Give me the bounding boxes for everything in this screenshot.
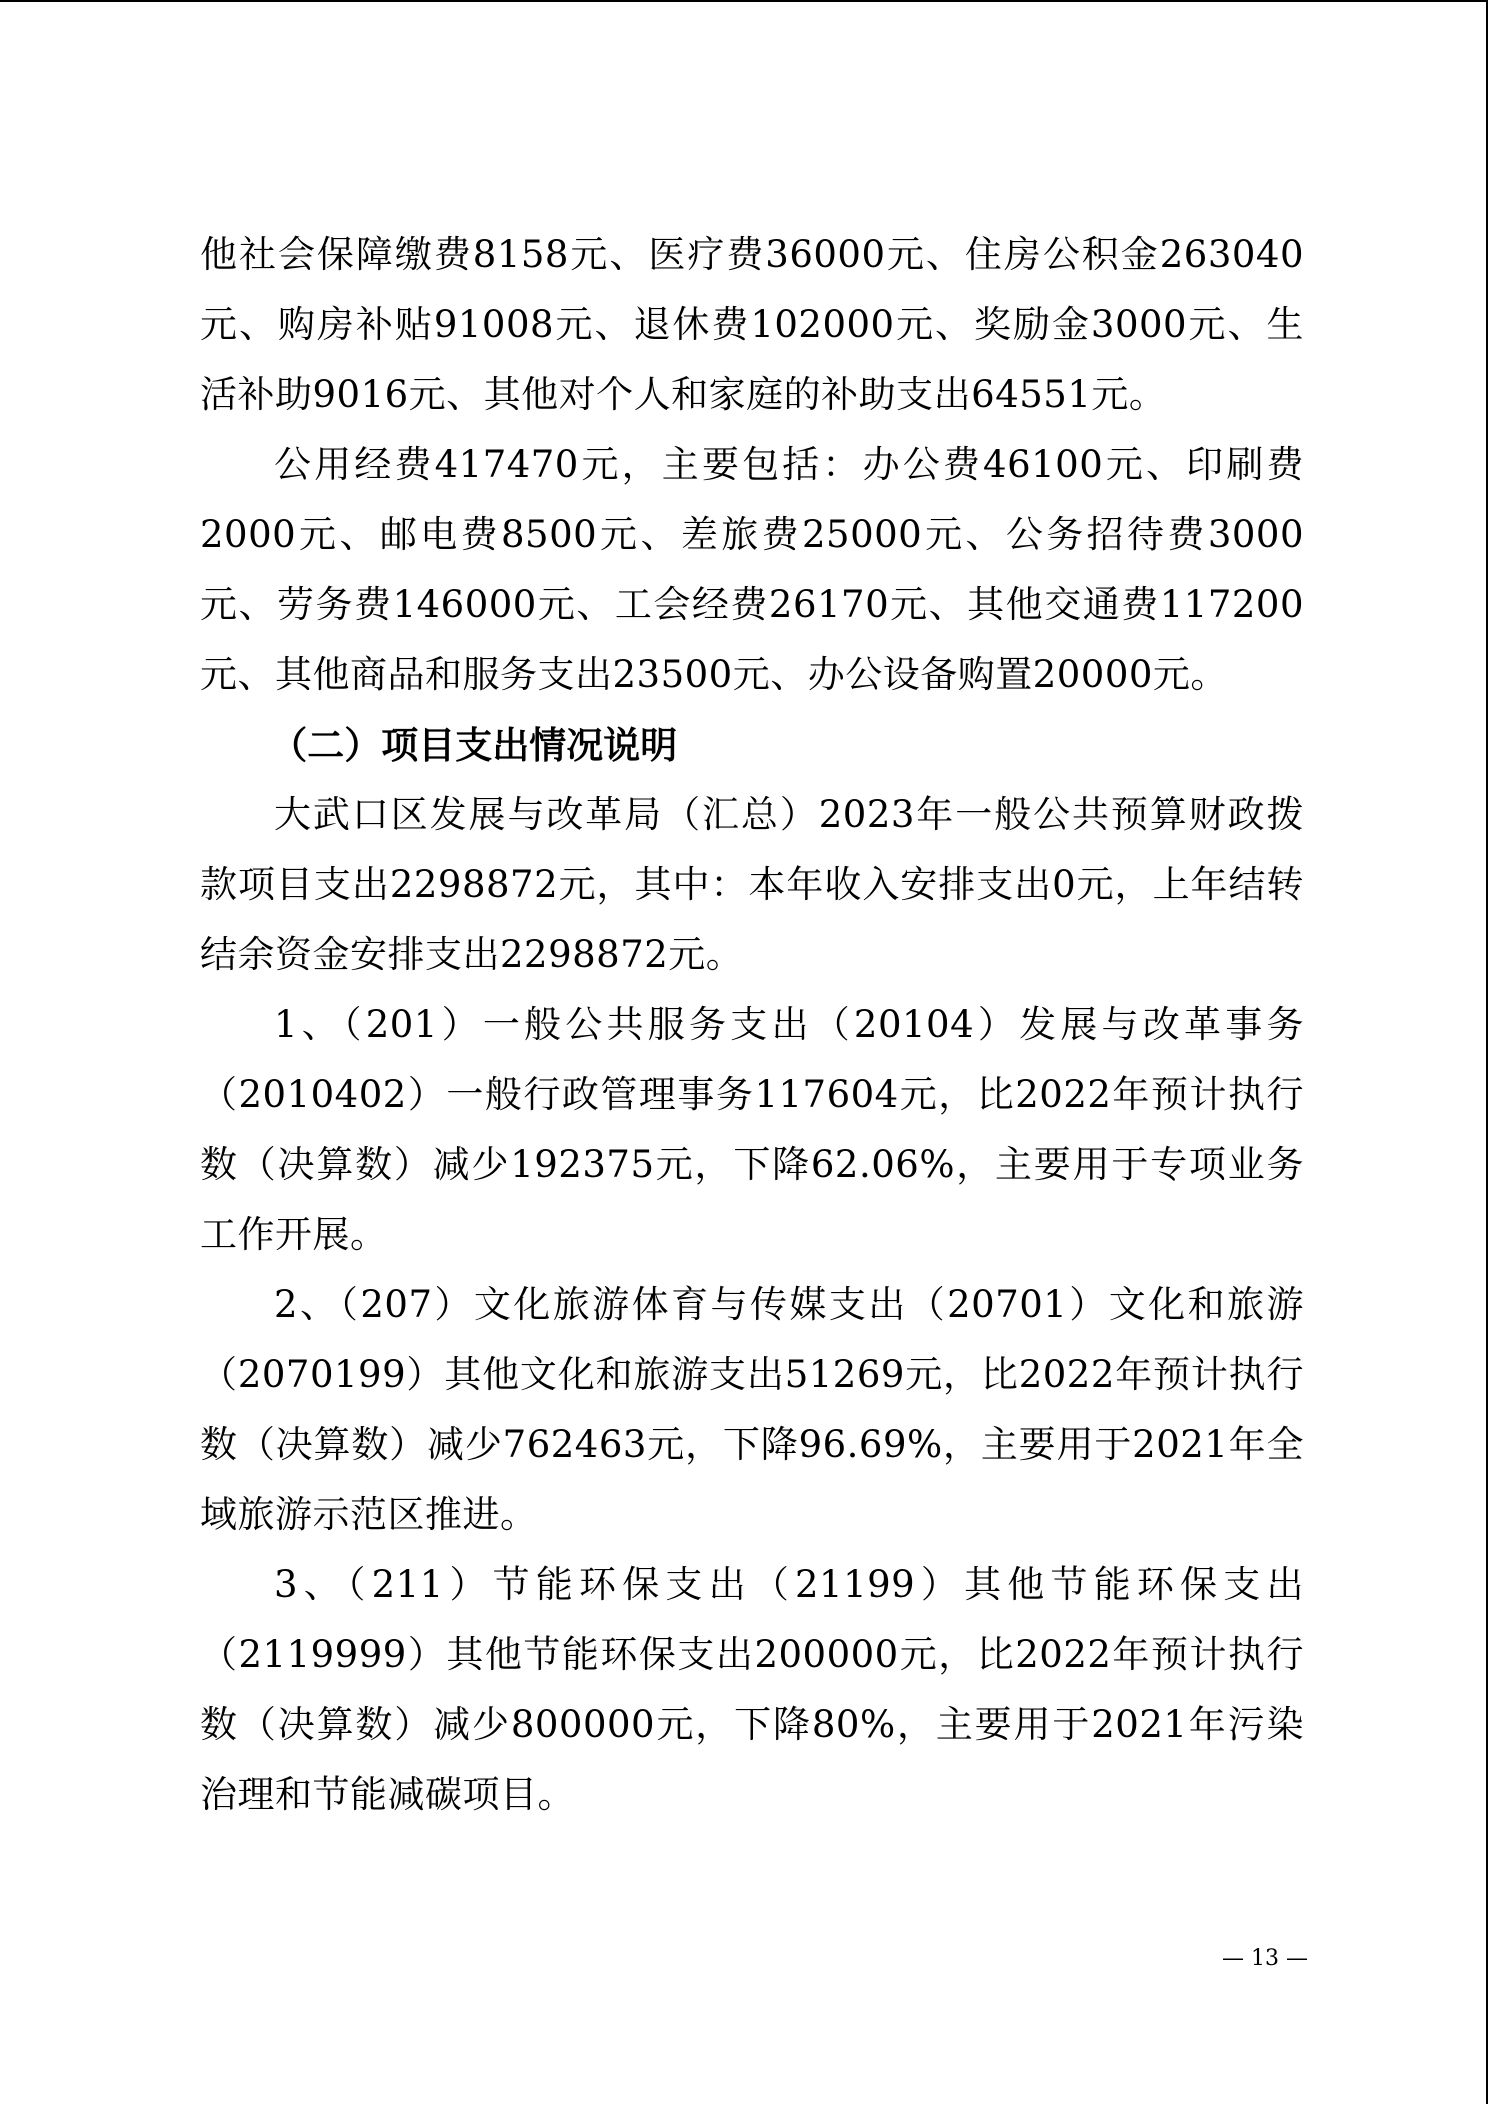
paragraph-public-expenses: 公用经费417470元，主要包括：办公费46100元、印刷费2000元、邮电费8500元、差旅费25000元、公务招待费3000元、劳务费146000元、工会经费26170元、其他交通费117200元、其他商品和服务支出23500元、办公设备购置20000元。 bbox=[200, 443, 1304, 696]
document-body bbox=[200, 220, 1304, 1830]
paragraph-item-201: 1、（201）一般公共服务支出（20104）发展与改革事务（2010402）一般行政管理事务117604元，比2022年预计执行数（决算数）减少192375元，下降62.06%，主要用于专项业务工作开展。 bbox=[200, 1003, 1304, 1256]
section-heading-project-expenditure: （二）项目支出情况说明 bbox=[270, 723, 678, 767]
page-number: — 13 — bbox=[1222, 1946, 1308, 1971]
paragraph-item-207: 2、（207）文化旅游体育与传媒支出（20701）文化和旅游（2070199）其他文化和旅游支出51269元，比2022年预计执行数（决算数）减少762463元，下降96.69%，主要用于2021年全域旅游示范区推进。 bbox=[200, 1283, 1304, 1536]
paragraph-project-summary: 大武口区发展与改革局（汇总）2023年一般公共预算财政拨款项目支出2298872元，其中：本年收入安排支出0元，上年结转结余资金安排支出2298872元。 bbox=[200, 793, 1304, 976]
paragraph-personnel-expenses: 他社会保障缴费8158元、医疗费36000元、住房公积金263040元、购房补贴91008元、退休费102000元、奖励金3000元、生活补助9016元、其他对个人和家庭的补助支出64551元。 bbox=[200, 233, 1304, 416]
paragraph-item-211: 3、（211）节能环保支出（21199）其他节能环保支出（2119999）其他节能环保支出200000元，比2022年预计执行数（决算数）减少800000元，下降80%，主要用于2021年污染治理和节能减碳项目。 bbox=[200, 1563, 1304, 1816]
page-top-border bbox=[0, 0, 1488, 2]
